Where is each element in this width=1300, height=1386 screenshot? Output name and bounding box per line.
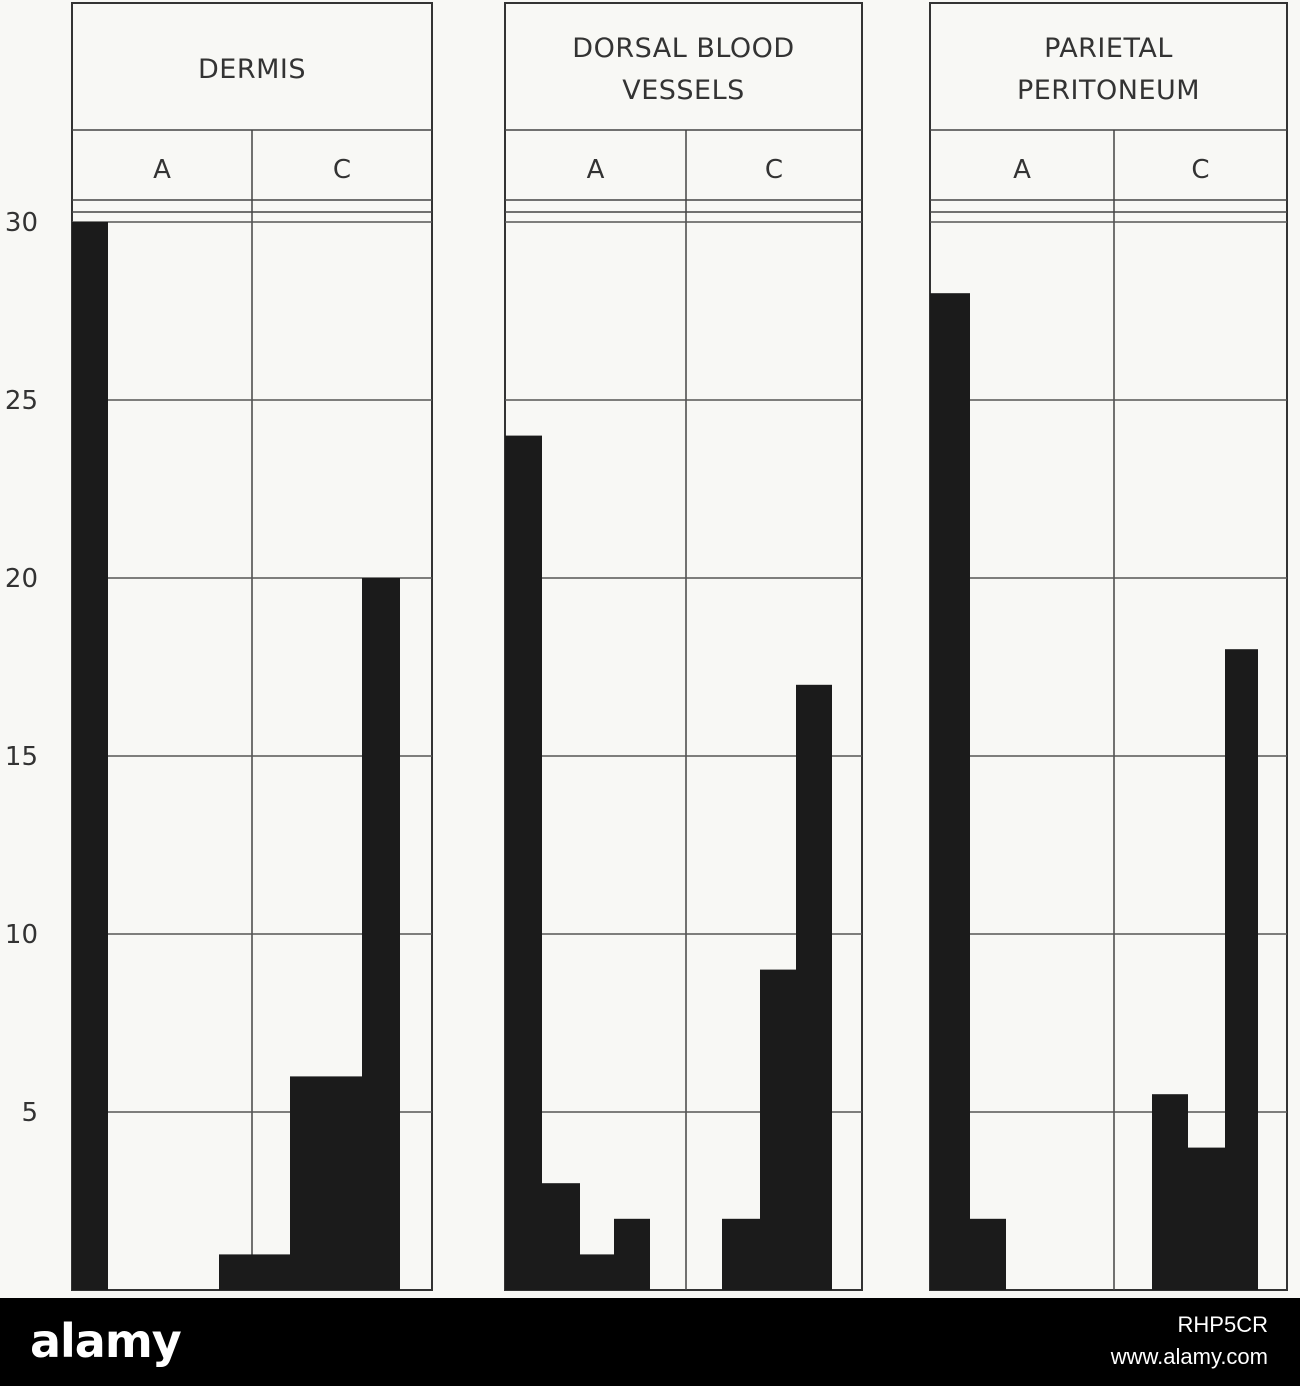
y-tick-label: 30 xyxy=(4,208,38,238)
column-label-a: A xyxy=(153,155,171,185)
histogram-bar xyxy=(505,436,542,1290)
column-label-a: A xyxy=(1013,155,1031,185)
chart-panels xyxy=(72,3,1287,1290)
histogram-bar xyxy=(252,1254,290,1290)
histogram-bar xyxy=(930,293,970,1290)
histogram-bar xyxy=(722,1219,760,1290)
panel-2 xyxy=(505,3,862,1290)
histogram-bar xyxy=(970,1219,1006,1290)
site-url: www.alamy.com xyxy=(1110,1344,1268,1369)
histogram-bar xyxy=(290,1076,362,1290)
y-tick-label: 5 xyxy=(21,1098,38,1128)
histogram-bar xyxy=(542,1183,580,1290)
watermark-bar xyxy=(0,1298,1300,1386)
y-tick-label: 10 xyxy=(4,920,38,950)
column-label-c: C xyxy=(332,155,352,185)
y-tick-label: 25 xyxy=(4,386,38,416)
y-axis-ticks xyxy=(5,208,38,1128)
image-id: RHP5CR xyxy=(1177,1312,1268,1337)
y-tick-label: 15 xyxy=(4,742,38,772)
panel-title-line: VESSELS xyxy=(622,75,745,106)
histogram-bar xyxy=(1152,1094,1188,1290)
histogram-bar xyxy=(1225,649,1258,1290)
panel-title-line: DORSAL BLOOD xyxy=(572,33,795,64)
panel-3 xyxy=(930,3,1287,1290)
panel-title-line: PARIETAL xyxy=(1044,33,1173,64)
histogram-bar xyxy=(362,578,400,1290)
column-label-c: C xyxy=(1191,155,1210,185)
panel-1 xyxy=(72,3,432,1290)
column-label-c: C xyxy=(764,155,784,185)
panel-title-line: DERMIS xyxy=(197,54,307,85)
histogram-bar xyxy=(580,1254,614,1290)
y-tick-label: 20 xyxy=(4,564,38,594)
histogram-bar xyxy=(796,685,832,1290)
column-label-a: A xyxy=(586,155,605,185)
alamy-logo: alamy xyxy=(30,1314,181,1368)
histogram-bar xyxy=(614,1219,650,1290)
histogram-bar xyxy=(72,222,108,1290)
histogram-bar xyxy=(760,970,796,1290)
histogram-bar xyxy=(1188,1148,1225,1290)
histogram-bar xyxy=(219,1254,252,1290)
panel-title-line: PERITONEUM xyxy=(1016,75,1201,106)
